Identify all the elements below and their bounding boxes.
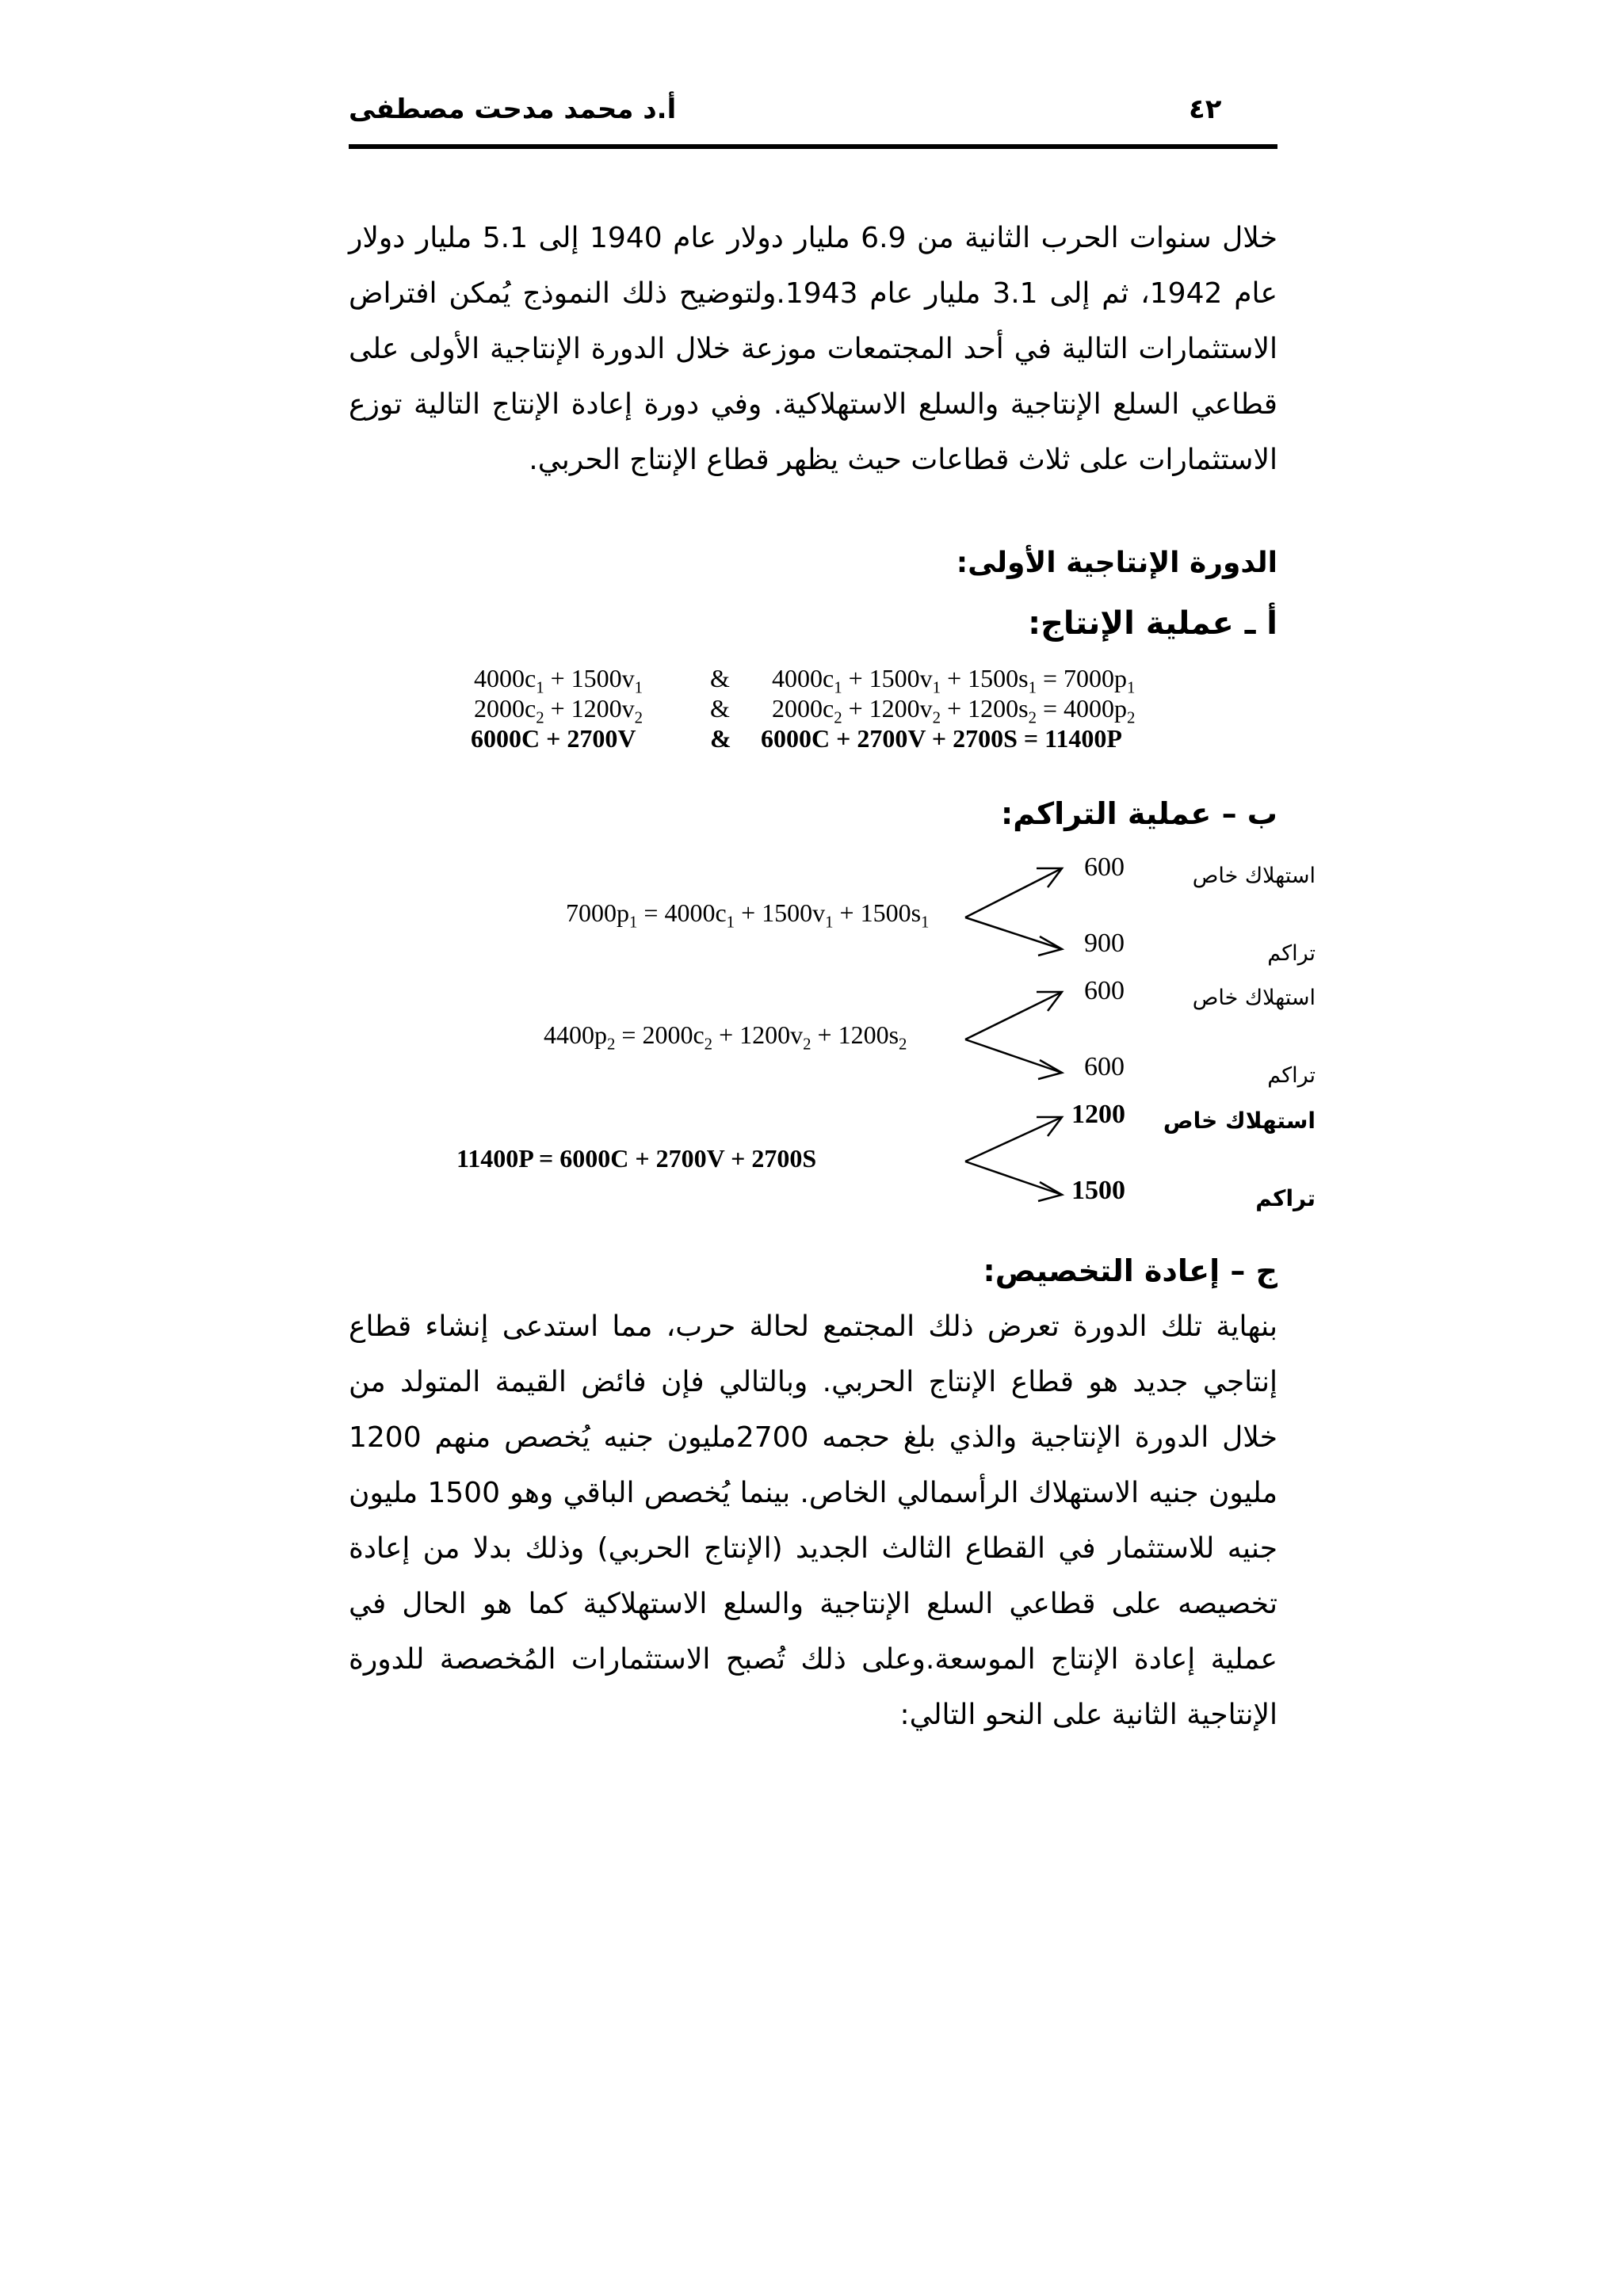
arrow-3-down xyxy=(965,1161,1062,1195)
section-title: الدورة الإنتاجية الأولى: xyxy=(956,547,1277,579)
value-g3-accumulation: 1500 xyxy=(1071,1176,1125,1205)
label-g3-consumption: استهلاك خاص xyxy=(1163,1108,1316,1134)
production-total-left: 6000C + 2700V xyxy=(471,724,636,753)
production-amp-2: & xyxy=(710,694,730,723)
production-row-2-left: $2000c_2 + 1200v_2$ xyxy=(474,694,643,727)
label-g1-consumption: استهلاك خاص xyxy=(1192,864,1316,888)
production-amp-3: & xyxy=(710,724,731,753)
author-name: أ.د محمد مدحت مصطفى xyxy=(349,93,677,125)
accumulation-eq-1: $7000p_1 = 4000c_1 + 1500v_1 + 1500s_1$ xyxy=(566,898,930,932)
value-g1-consumption: 600 xyxy=(1084,852,1125,882)
page-number: ٤٢ xyxy=(1189,93,1222,125)
accumulation-eq-2: $4400p_2 = 2000c_2 + 1200v_2 + 1200s_2$ xyxy=(544,1020,907,1054)
intro-paragraph: خلال سنوات الحرب الثانية من 6.9 مليار دولار عام 1940 إلى 5.1 مليار دولار عام 1942، ثم إلى 3.1 مليار عام 1943.ولتوضيح ذلك النموذج يُمكن افتراض الاستثمارات التالية في أحد المجتمعات موزعة خلال الدورة الإنتاجية الأولى على قطاعي السلع الإنتاجية والسلع الاستهلاكية. وفي دورة إعادة الإنتاج التالية توزع الاستثمارات على ثلاث قطاعات حيث يظهر قطاع الإنتاج الحربي. xyxy=(349,222,1278,476)
value-g2-consumption: 600 xyxy=(1084,976,1125,1005)
label-g2-consumption: استهلاك خاص xyxy=(1192,986,1316,1010)
value-g3-consumption: 1200 xyxy=(1071,1100,1125,1129)
accumulation-title: ب – عملية التراكم: xyxy=(1001,796,1277,831)
production-amp-1: & xyxy=(710,664,730,692)
arrow-1-up xyxy=(965,868,1062,917)
production-row-1-right: $4000c_1 + 1500v_1 + 1500s_1 = 7000p_1$ xyxy=(772,664,1136,697)
arrow-1-down xyxy=(965,917,1062,949)
value-g1-accumulation: 900 xyxy=(1084,929,1125,958)
label-g2-accumulation: تراكم xyxy=(1267,1063,1316,1088)
reallocation-paragraph: بنهاية تلك الدورة تعرض ذلك المجتمع لحالة حرب، مما استدعى إنشاء قطاع إنتاجي جديد هو قطاع الإنتاج الحربي. وبالتالي فإن فائض القيمة المتولد من خلال الدورة الإنتاجية والذي بلغ حجمه 2700مليون جنيه يُخصص منهم 1200 مليون جنيه الاستهلاك الرأسمالي الخاص. بينما يُخصص الباقي وهو 1500 مليون جنيه للاستثمار في القطاع الثالث الجديد (الإنتاج الحربي) وذلك بدلا من إعادة تخصيصه على قطاعي السلع الإنتاجية والسلع الاستهلاكية كما هو الحال في عملية إعادة الإنتاج الموسعة.وعلى ذلك تُصبح الاستثمارات المُخصصة للدورة الإنتاجية الثانية على النحو التالي: xyxy=(349,1310,1278,1731)
production-total-right: 6000C + 2700V + 2700S = 11400P xyxy=(761,724,1122,753)
production-row-2-right: $2000c_2 + 1200v_2 + 1200s_2 = 4000p_2$ xyxy=(772,694,1136,727)
arrow-3-up xyxy=(965,1117,1062,1161)
value-g2-accumulation: 600 xyxy=(1084,1052,1125,1081)
label-g3-accumulation: تراكم xyxy=(1255,1185,1316,1211)
arrow-2-down xyxy=(965,1039,1062,1073)
accumulation-eq-3: 11400P = 6000C + 2700V + 2700S xyxy=(456,1144,817,1173)
label-g1-accumulation: تراكم xyxy=(1267,941,1316,966)
reallocation-title: ج – إعادة التخصيص: xyxy=(983,1253,1277,1288)
production-row-1-left: $4000c_1 + 1500v_1$ xyxy=(474,664,643,697)
production-title: أ ـ عملية الإنتاج: xyxy=(1028,605,1277,642)
arrow-2-up xyxy=(965,992,1062,1039)
